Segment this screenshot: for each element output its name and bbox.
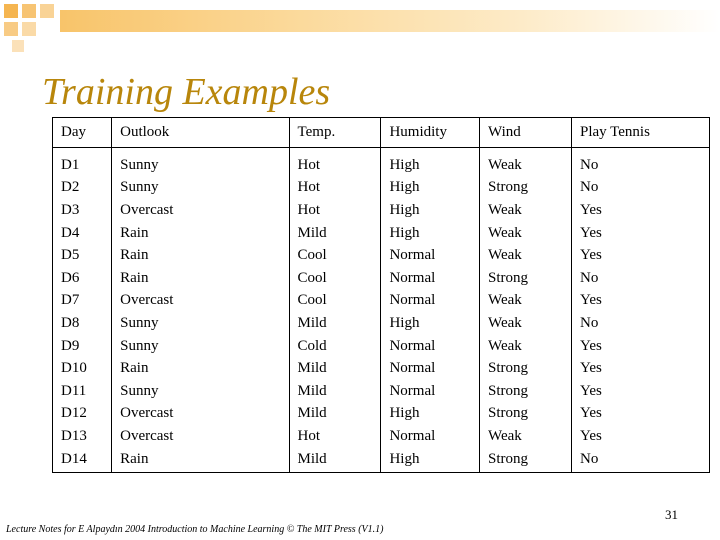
table-cell: Rain [112,244,289,267]
table-cell: Sunny [112,335,289,358]
table-cell: Overcast [112,403,289,426]
table-cell: Weak [480,148,572,177]
table-cell: Mild [289,403,381,426]
table-cell: Yes [571,199,709,222]
table-cell: Weak [480,335,572,358]
table-cell: Normal [381,244,480,267]
table-row [53,448,710,473]
table-cell: Overcast [112,425,289,448]
table-cell: Hot [289,177,381,200]
table-cell: Mild [289,448,381,473]
table-cell: Yes [571,244,709,267]
training-examples-table [52,117,710,473]
decor-square [22,4,36,18]
table-row [53,357,710,380]
table-cell: D2 [53,177,112,200]
table-cell: Hot [289,425,381,448]
table-row [53,148,710,177]
table-cell: Rain [112,448,289,473]
table-row [53,199,710,222]
table-cell: Normal [381,267,480,290]
table-cell: Yes [571,425,709,448]
header-gradient-bar [60,10,720,32]
table-cell: D1 [53,148,112,177]
decor-square [4,22,18,36]
table-cell: Mild [289,357,381,380]
table-cell: Cool [289,267,381,290]
table-row [53,244,710,267]
table-cell: No [571,448,709,473]
table-row [53,425,710,448]
decor-square [40,4,54,18]
table-cell: Yes [571,222,709,245]
table-cell: No [571,267,709,290]
table-cell: Strong [480,267,572,290]
table-cell: Strong [480,380,572,403]
table-cell: Normal [381,380,480,403]
table-cell: D3 [53,199,112,222]
table-cell: Sunny [112,312,289,335]
table-cell: D13 [53,425,112,448]
table-cell: Sunny [112,148,289,177]
table-row [53,267,710,290]
table-row [53,403,710,426]
table-cell: Normal [381,290,480,313]
table-cell: No [571,177,709,200]
table-cell: High [381,448,480,473]
table-cell: Sunny [112,380,289,403]
table-cell: Weak [480,312,572,335]
table-cell: Sunny [112,177,289,200]
table-cell: High [381,148,480,177]
table-cell: Rain [112,267,289,290]
table-cell: Overcast [112,199,289,222]
column-header: Wind [480,118,572,148]
table-cell: No [571,312,709,335]
table-cell: High [381,177,480,200]
table-cell: D10 [53,357,112,380]
table-cell: D8 [53,312,112,335]
table-cell: Normal [381,335,480,358]
table-cell: Weak [480,425,572,448]
table-cell: Cold [289,335,381,358]
table-cell: Mild [289,222,381,245]
table-cell: Strong [480,448,572,473]
table-cell: Strong [480,357,572,380]
decor-square [22,22,36,36]
table-cell: D11 [53,380,112,403]
decor-square [12,40,24,52]
table-cell: High [381,199,480,222]
table-cell: D12 [53,403,112,426]
column-header: Play Tennis [571,118,709,148]
table-cell: Cool [289,244,381,267]
table-cell: Weak [480,244,572,267]
table-cell: Mild [289,380,381,403]
table-row [53,380,710,403]
table-cell: Mild [289,312,381,335]
table-row [53,290,710,313]
table-body [53,148,710,473]
table-cell: Weak [480,199,572,222]
table-cell: Weak [480,290,572,313]
table-header-row [53,118,710,148]
column-header: Outlook [112,118,289,148]
table-cell: D5 [53,244,112,267]
table-cell: No [571,148,709,177]
table-cell: Rain [112,222,289,245]
column-header: Temp. [289,118,381,148]
table-row [53,312,710,335]
table-cell: Yes [571,403,709,426]
footer-credit: Lecture Notes for E Alpaydın 2004 Introduction to Machine Learning © The MIT Press (V1.1) [6,524,384,535]
table-cell: High [381,312,480,335]
table-row [53,177,710,200]
table-cell: Yes [571,380,709,403]
table-cell: D14 [53,448,112,473]
column-header: Day [53,118,112,148]
table-cell: D4 [53,222,112,245]
table-cell: Cool [289,290,381,313]
table-row [53,335,710,358]
table-cell: Yes [571,290,709,313]
decor-square [4,4,18,18]
table-cell: D9 [53,335,112,358]
table-cell: High [381,403,480,426]
slide-title: Training Examples [42,71,331,113]
table-cell: Overcast [112,290,289,313]
table-cell: Strong [480,403,572,426]
table-cell: Normal [381,357,480,380]
table-cell: Yes [571,335,709,358]
table-cell: Normal [381,425,480,448]
table-cell: D7 [53,290,112,313]
column-header: Humidity [381,118,480,148]
table-row [53,222,710,245]
page-number: 31 [665,507,678,522]
table-cell: Rain [112,357,289,380]
table-cell: Hot [289,148,381,177]
table-cell: D6 [53,267,112,290]
table-cell: Yes [571,357,709,380]
table-cell: Weak [480,222,572,245]
table-cell: High [381,222,480,245]
table-cell: Strong [480,177,572,200]
table-cell: Hot [289,199,381,222]
